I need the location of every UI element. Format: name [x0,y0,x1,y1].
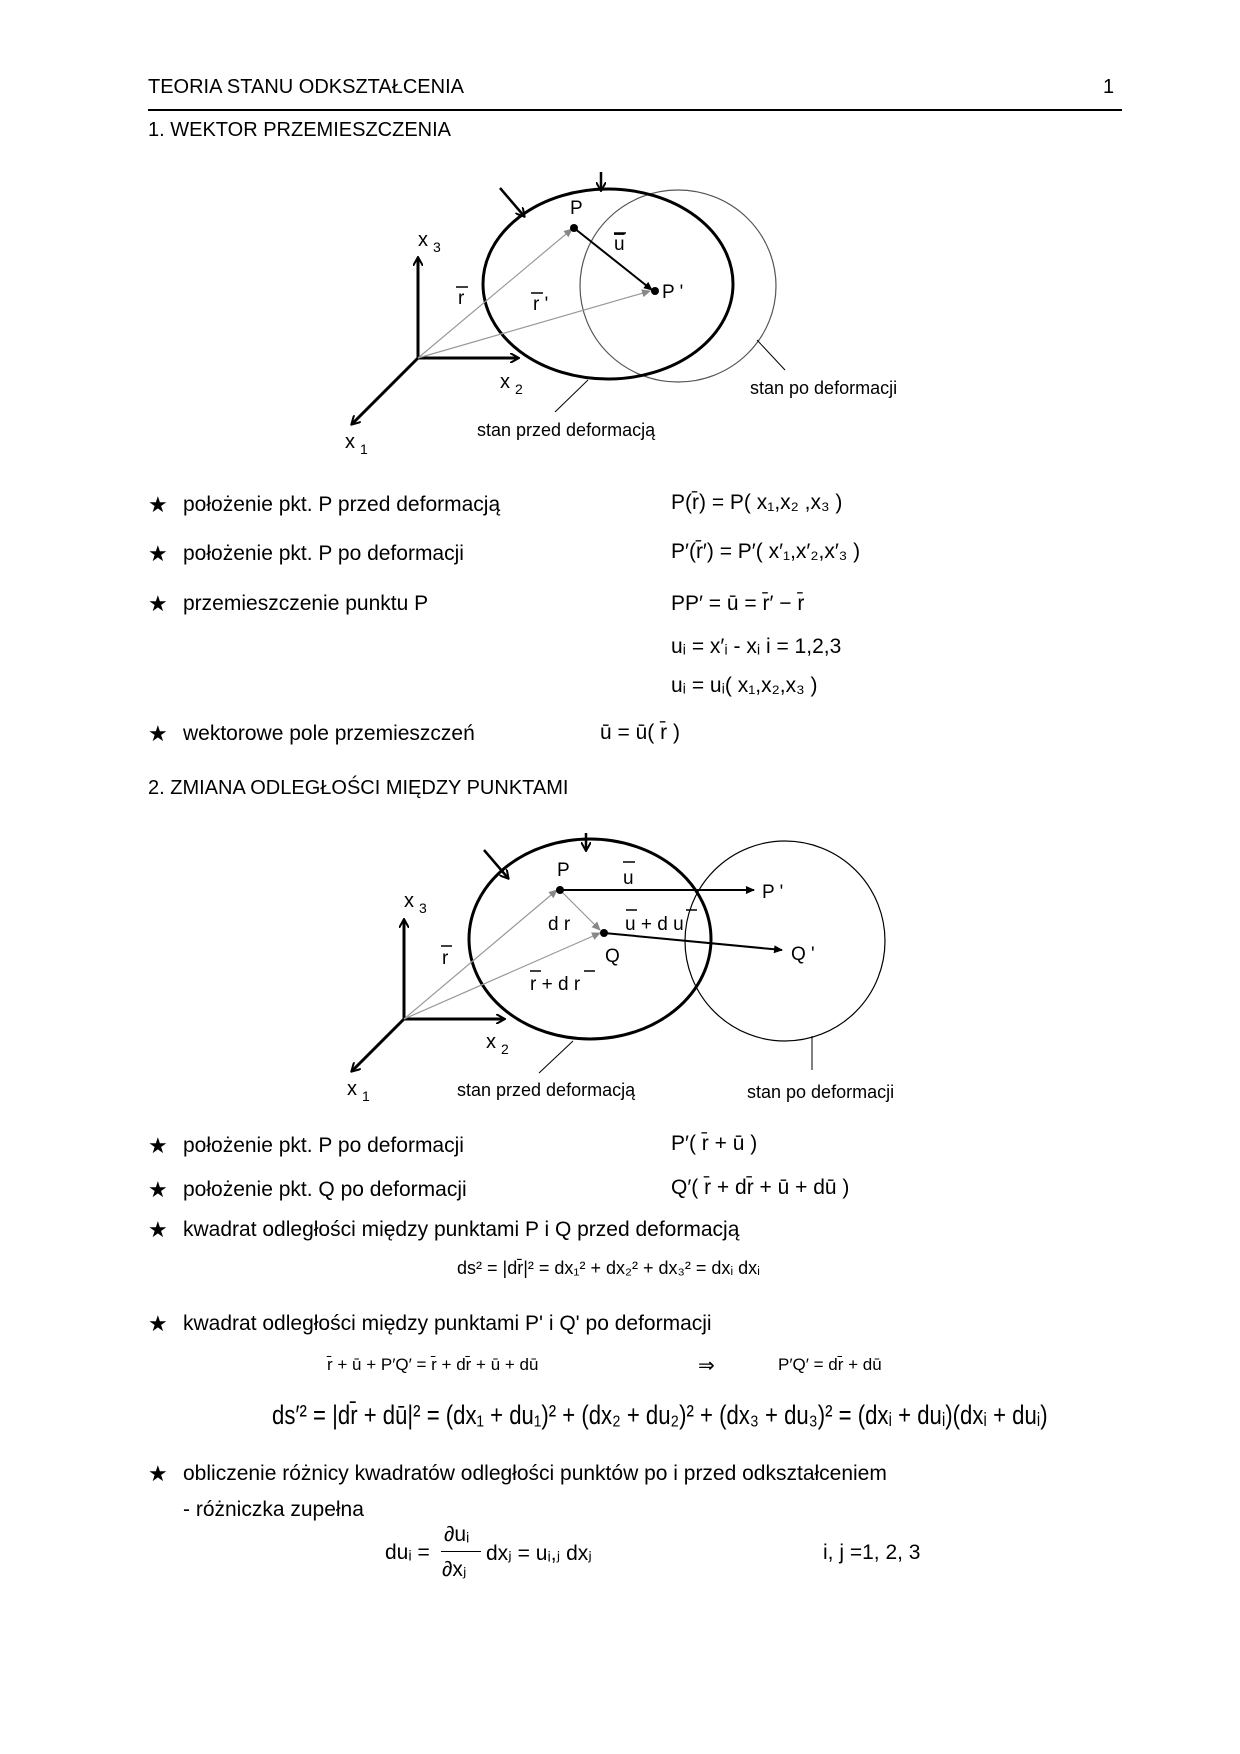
bullet-text: wektorowe pole przemieszczeń [183,722,475,745]
label-x3-sub: 3 [433,239,441,255]
formula-du-numerator: ∂uᵢ [444,1523,470,1546]
label-before-state: stan przed deformacją [457,1080,636,1100]
implies-arrow: ⇒ [698,1355,715,1377]
bullet-text: położenie pkt. P po deformacji [183,542,464,565]
bullet-text: położenie pkt. Q po deformacji [183,1178,467,1201]
leader-after [757,340,785,370]
label-P: P [570,198,583,219]
formula-position-before: P(r̄) = P( x₁,x₂ ,x₃ ) [671,491,843,514]
section-2-heading: 2. ZMIANA ODLEGŁOŚCI MIĘDZY PUNKTAMI [148,777,569,799]
formula-u-components: uᵢ = x′ᵢ - xᵢ i = 1,2,3 [671,635,842,658]
formula-du-denominator: ∂xⱼ [442,1558,467,1581]
bullet-text: położenie pkt. P przed deformacją [183,493,501,516]
point-P [570,224,578,232]
page-number: 1 [1103,76,1115,98]
vector-u-plus-du [604,933,782,950]
formula-PQ-vector: P′Q′ = dr̄ + dū [778,1355,882,1374]
formula-indices: i, j =1, 2, 3 [823,1541,921,1564]
label-x1: x [347,1078,357,1100]
bullet-star: ★ [148,1177,168,1202]
label-u-plus-du: u + d u [625,914,684,935]
label-P: P [557,860,570,881]
label-r: r [442,948,449,969]
label-after-state: stan po deformacji [750,378,898,398]
label-r-plus-dr: r + d r [530,974,581,995]
bullet-star: ★ [148,492,168,517]
point-Q [600,929,608,937]
load-arrow-1 [484,850,508,878]
label-Q-prime: Q ' [791,944,815,965]
formula-displacement: PP′ = ū = r̄′ − r̄ [671,592,805,615]
load-arrow-1 [500,188,524,216]
bullet-star: ★ [148,1217,168,1242]
label-dr: d r [548,914,571,935]
section-1-heading: 1. WEKTOR PRZEMIESZCZENIA [148,119,451,141]
formula-ds-squared: ds² = |dr̄|² = dx₁² + dx₂² + dx₃² = dxᵢ dxᵢ [457,1258,761,1278]
label-u: u [623,868,634,889]
bullet-star: ★ [148,591,168,616]
label-r-prime: r ' [533,294,549,315]
formula-du-left: duᵢ = [385,1541,430,1564]
page-header-title: TEORIA STANU ODKSZTAŁCENIA [148,76,464,98]
point-P-prime [651,287,659,295]
formula-vector-sum: r̄ + ū + P′Q′ = r̄ + dr̄ + ū + dū [327,1355,539,1374]
formula-P-after: P′( r̄ + ū ) [671,1132,758,1155]
undeformed-state-outline [483,189,733,379]
label-x3-sub: 3 [419,900,427,916]
vector-r [418,229,572,358]
formula-du-right: dxⱼ = uᵢ,ⱼ dxⱼ [486,1542,592,1565]
point-P [556,886,564,894]
leader-before [555,380,588,412]
x1-axis [352,358,418,424]
label-x2: x [500,371,510,393]
formula-ds-prime-squared: ds′² = |dr̄ + dū|² = (dx₁ + du₁)² + (dx₂ + du₂)² + (dx₃ + du₃)² = (dxᵢ + duᵢ)(dxᵢ + duᵢ) [272,1400,1048,1430]
bullet-text: położenie pkt. P po deformacji [183,1134,464,1157]
fraction-bar [441,1551,481,1552]
bullet-star: ★ [148,721,168,746]
label-Q: Q [605,946,620,967]
formula-Q-after: Q′( r̄ + dr̄ + ū + dū ) [671,1176,850,1199]
label-x1-sub: 1 [360,441,368,457]
deformed-state-outline [685,841,885,1041]
bullet-text: kwadrat odległości między punktami P' i Q' po deformacji [183,1312,712,1335]
label-r: r [458,288,465,309]
bullet-text: kwadrat odległości między punktami P i Q przed deformacją [183,1218,740,1241]
label-P-prime: P ' [662,282,684,303]
label-x3: x [418,229,428,251]
label-x1-sub: 1 [362,1088,370,1104]
label-u: u [614,234,625,255]
formula-u-function: uᵢ = uᵢ( x₁,x₂,x₃ ) [671,674,818,697]
bullet-star: ★ [148,1461,168,1486]
bullet-text: przemieszczenie punktu P [183,592,429,615]
leader-before [539,1041,573,1073]
distance-change-diagram [0,820,1240,1120]
vector-u [574,228,652,290]
label-P-prime: P ' [762,882,784,903]
label-x2-sub: 2 [501,1041,509,1057]
bullet-star: ★ [148,1311,168,1336]
formula-position-after: P′(r̄′) = P′( x′₁,x′₂,x′₃ ) [671,540,861,563]
label-x3: x [404,890,414,912]
bullet-text: obliczenie różnicy kwadratów odległości punktów po i przed odkształceniem [183,1462,887,1485]
label-before-state: stan przed deformacją [477,420,656,440]
bullet-star: ★ [148,1133,168,1158]
label-after-state: stan po deformacji [747,1082,895,1102]
vector-r [404,890,557,1019]
formula-displacement-field: ū = ū( r̄ ) [600,721,680,744]
label-x2: x [486,1031,496,1053]
label-x2-sub: 2 [515,381,523,397]
x1-axis [352,1019,404,1071]
displacement-diagram [0,0,1240,470]
label-x1: x [345,431,355,453]
subline-total-differential: - różniczka zupełna [183,1498,364,1521]
bullet-star: ★ [148,541,168,566]
